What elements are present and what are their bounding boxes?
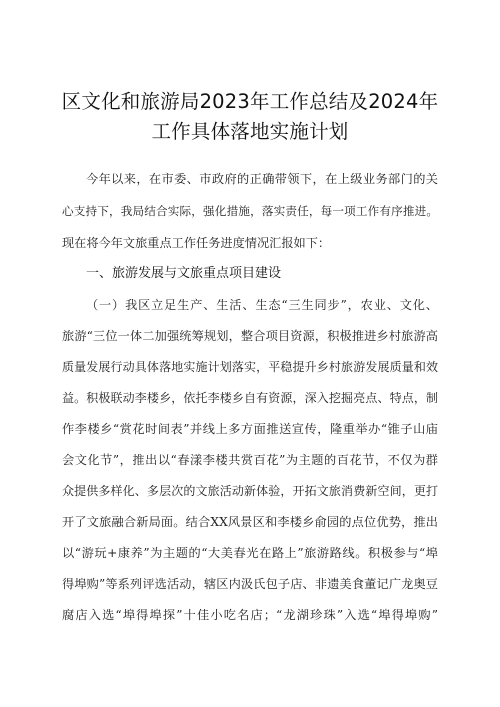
intro-line: 现在将今年文旅重点工作任务进度情况汇报如下：: [62, 236, 331, 250]
section-heading: 一、旅游发展与文旅重点项目建设: [86, 266, 282, 281]
paragraph-line: 开了文旅融合新局面。结合XX风景区和李楼乡俞园的点位优势，推出: [62, 515, 438, 529]
paragraph-line: （一）我区立足生产、生活、生态“三生同步”，农业、文化、: [86, 298, 438, 312]
intro-line: 今年以来，在市委、市政府的正确带领下，在上级业务部门的关: [86, 172, 438, 186]
paragraph-line: 众提供多样化、多层次的文旅活动新体验，开拓文旅消费新空间，更打: [62, 484, 438, 498]
intro-line: 心支持下，我局结合实际，强化措施，落实责任，每一项工作有序推进。: [62, 204, 438, 218]
paragraph-line: 益。积极联动李楼乡，依托李楼乡自有资源，深入挖掘亮点、特点，制: [62, 391, 438, 405]
paragraph-line: 得埠购”等系列评选活动，辖区内汲氏包子店、非遗美食董记广龙奥豆: [62, 577, 438, 591]
paragraph-line: 会文化节”，推出以“春漾李楼共赏百花”为主题的百花节，不仅为群: [62, 453, 438, 467]
paragraph-line: 旅游“三位一体二加强统筹规划，整合项目资源，积极推进乡村旅游高: [62, 329, 438, 343]
paragraph-line: 以“游玩+康养”为主题的“大美春光在路上”旅游路线。积极参与“埠: [62, 546, 438, 560]
paragraph-line: 腐店入选“埠得埠探”十佳小吃名店；“龙湖珍珠”入选“埠得埠购”: [62, 608, 438, 622]
document-title-line-1: 区文化和旅游局2023年工作总结及2024年: [61, 90, 439, 113]
paragraph-line: 作李楼乡“赏花时间表”并线上多方面推送宣传，隆重举办“锥子山庙: [62, 422, 438, 436]
document-title-line-2: 工作具体落地实施计划: [151, 120, 349, 143]
paragraph-line: 质量发展行动具体落地实施计划落实，平稳提升乡村旅游发展质量和效: [62, 360, 438, 374]
